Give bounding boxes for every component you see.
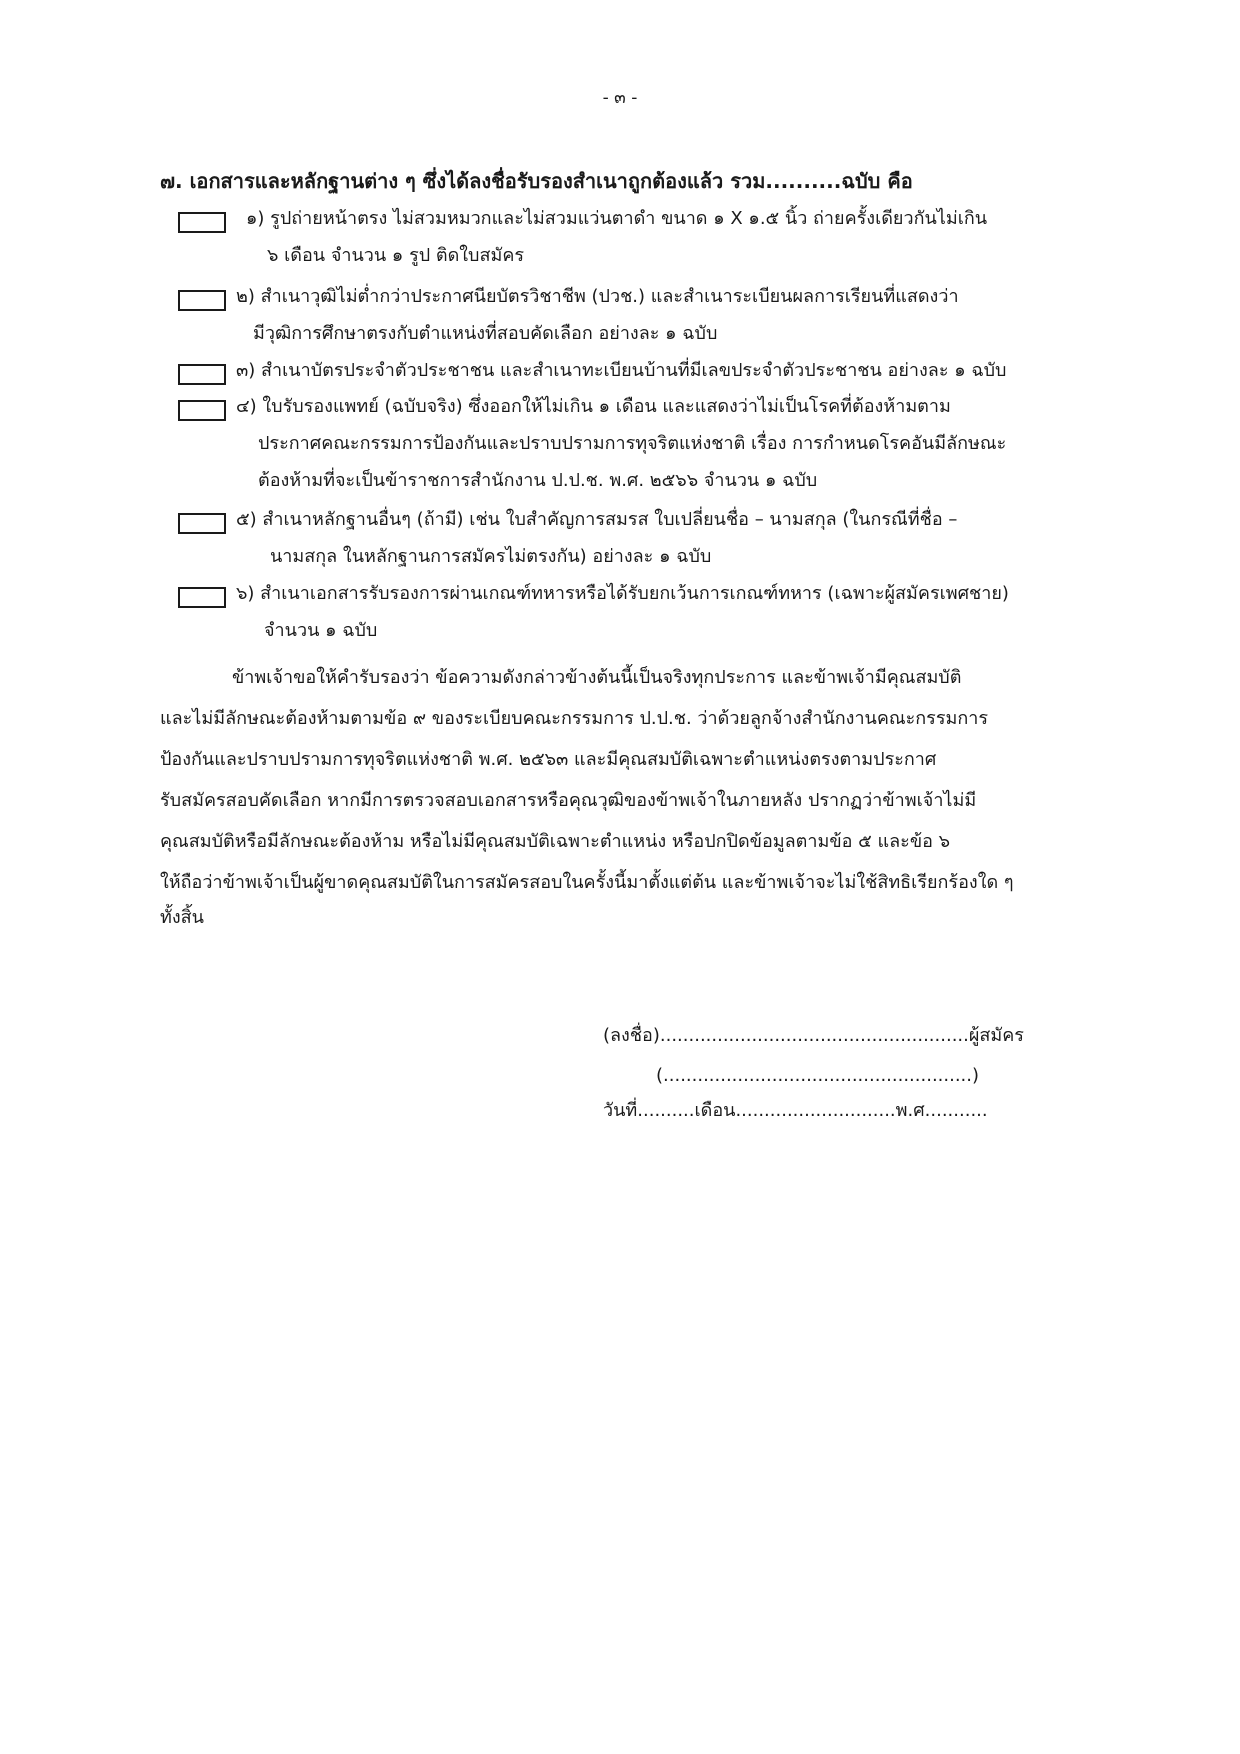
certification-line-6: ให้ถือว่าข้าพเจ้าเป็นผู้ขาดคุณสมบัติในการสมัครสอบในครั้งนี้มาตั้งแต่ต้น และข้าพเจ้าจะไม่ใช้สิทธิเรียกร้องใด ๆ [160, 872, 1014, 893]
certification-line-3: ป้องกันและปราบปรามการทุจริตแห่งชาติ พ.ศ. ๒๕๖๓ และมีคุณสมบัติเฉพาะตำแหน่งตรงตามประกาศ [160, 749, 937, 770]
item-1-text-line-2: ๖ เดือน จำนวน ๑ รูป ติดใบสมัคร [267, 245, 525, 266]
section-7-heading: ๗. เอกสารและหลักฐานต่าง ๆ ซึ่งได้ลงชื่อรับรองสำเนาถูกต้องแล้ว รวม..........ฉบับ คือ [160, 169, 913, 193]
certification-line-2: และไม่มีลักษณะต้องห้ามตามข้อ ๙ ของระเบียบคณะกรรมการ ป.ป.ช. ว่าด้วยลูกจ้างสำนักงานคณะกรรมการ [160, 708, 989, 729]
item-3-checkbox[interactable] [178, 364, 226, 385]
item-4-checkbox[interactable] [178, 400, 226, 421]
item-5-checkbox[interactable] [178, 513, 226, 534]
item-4-text-line-1: ๔) ใบรับรองแพทย์ (ฉบับจริง) ซึ่งออกให้ไม่เกิน ๑ เดือน และแสดงว่าไม่เป็นโรคที่ต้องห้ามตาม [236, 396, 951, 417]
item-4-text-line-3: ต้องห้ามที่จะเป็นข้าราชการสำนักงาน ป.ป.ช. พ.ศ. ๒๕๖๖ จำนวน ๑ ฉบับ [258, 470, 818, 491]
signature-line[interactable]: (ลงชื่อ)......................................................ผู้สมัคร [603, 1025, 1024, 1046]
item-2-checkbox[interactable] [178, 290, 226, 311]
page-number: - ๓ - [602, 88, 638, 108]
certification-line-4: รับสมัครสอบคัดเลือก หากมีการตรวจสอบเอกสารหรือคุณวุฒิของข้าพเจ้าในภายหลัง ปรากฏว่าข้าพเจ้าไม่มี [160, 790, 977, 811]
item-6-checkbox[interactable] [178, 587, 226, 608]
item-2-text-line-2: มีวุฒิการศึกษาตรงกับตำแหน่งที่สอบคัดเลือก อย่างละ ๑ ฉบับ [253, 323, 718, 344]
item-3-text-line-1: ๓) สำเนาบัตรประจำตัวประชาชน และสำเนาทะเบียนบ้านที่มีเลขประจำตัวประชาชน อย่างละ ๑ ฉบับ [236, 360, 1007, 381]
item-1-checkbox[interactable] [178, 212, 226, 233]
printed-name-line[interactable]: (......................................................) [656, 1065, 980, 1086]
item-4-text-line-2: ประกาศคณะกรรมการป้องกันและปราบปรามการทุจริตแห่งชาติ เรื่อง การกำหนดโรคอันมีลักษณะ [258, 433, 1007, 454]
date-line[interactable]: วันที่..........เดือน............................พ.ศ........... [603, 1100, 988, 1121]
certification-line-7: ทั้งสิ้น [160, 907, 204, 928]
item-6-text-line-1: ๖) สำเนาเอกสารรับรองการผ่านเกณฑ์ทหารหรือได้รับยกเว้นการเกณฑ์ทหาร (เฉพาะผู้สมัครเพศชาย) [236, 583, 1009, 604]
item-5-text-line-1: ๕) สำเนาหลักฐานอื่นๆ (ถ้ามี) เช่น ใบสำคัญการสมรส ใบเปลี่ยนชื่อ – นามสกุล (ในกรณีที่ชื่อ – [236, 509, 958, 530]
item-6-text-line-2: จำนวน ๑ ฉบับ [264, 620, 378, 641]
certification-line-1: ข้าพเจ้าขอให้คำรับรองว่า ข้อความดังกล่าวข้างต้นนี้เป็นจริงทุกประการ และข้าพเจ้ามีคุณสมบัติ [232, 667, 962, 688]
item-1-text-line-1: ๑) รูปถ่ายหน้าตรง ไม่สวมหมวกและไม่สวมแว่นตาดำ ขนาด ๑ X ๑.๕ นิ้ว ถ่ายครั้งเดียวกันไม่เกิน [246, 208, 988, 229]
item-5-text-line-2: นามสกุล ในหลักฐานการสมัครไม่ตรงกัน) อย่างละ ๑ ฉบับ [270, 546, 712, 567]
certification-line-5: คุณสมบัติหรือมีลักษณะต้องห้าม หรือไม่มีคุณสมบัติเฉพาะตำแหน่ง หรือปกปิดข้อมูลตามข้อ ๕ และข้อ ๖ [160, 831, 951, 852]
item-2-text-line-1: ๒) สำเนาวุฒิไม่ต่ำกว่าประกาศนียบัตรวิชาชีพ (ปวช.) และสำเนาระเบียนผลการเรียนที่แสดงว่า [236, 286, 959, 307]
